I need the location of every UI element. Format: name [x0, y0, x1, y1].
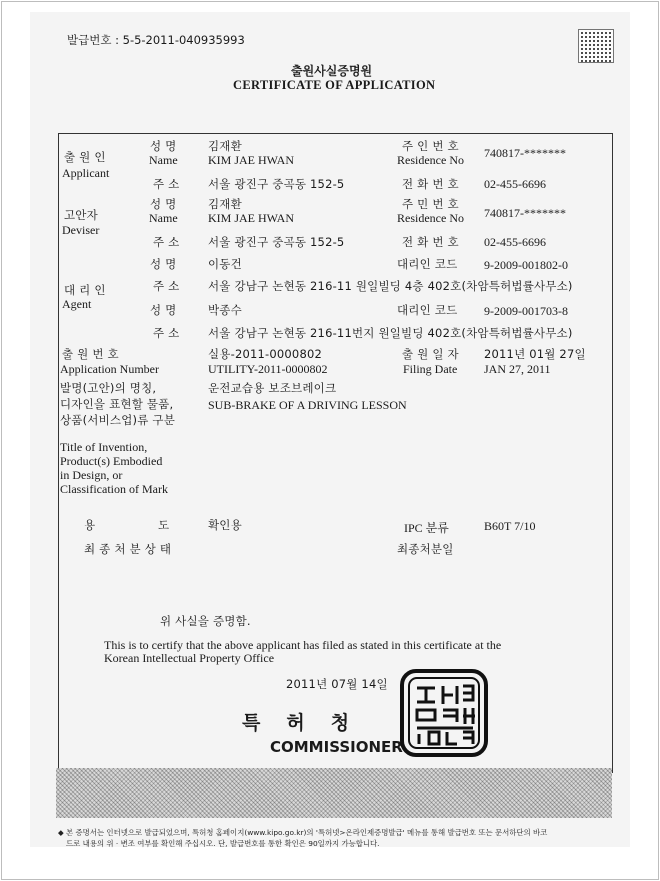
applicant-section-en: Applicant	[62, 166, 110, 180]
agent-1-name-label: 성 명	[150, 257, 177, 271]
certify-english-1: This is to certify that the above applicant has filed as stated in this certificate at the	[104, 638, 502, 652]
applicant-section-ko: 출 원 인	[64, 150, 106, 164]
agent-2-code: 9-2009-001703-8	[484, 304, 568, 318]
footer-notice-1: ◆ 본 증명서는 인터넷으로 발급되었으며, 특허청 홈페이지(www.kipo.go.kr)의 '특허넷>온라인제증명발급' 메뉴를 통해 발급번호 또는 문서하단의 바코	[58, 828, 548, 837]
application-number-label-ko: 출 원 번 호	[62, 347, 119, 361]
deviser-residence-no: 740817-*******	[484, 206, 566, 220]
usage-value: 확인용	[208, 518, 242, 532]
commissioner-english: COMMISSIONER	[270, 738, 403, 756]
invention-label-ko-3: 상품(서비스업)류 구분	[60, 413, 176, 427]
certify-english-2: Korean Intellectual Property Office	[104, 651, 275, 665]
filing-date-label-ko: 출 원 일 자	[402, 347, 459, 361]
usage-label-1: 용	[84, 518, 96, 532]
application-number-ko: 실용-2011-0000802	[208, 347, 323, 361]
final-status-label: 최 종 처 분 상 태	[84, 542, 172, 556]
security-pattern	[56, 768, 612, 818]
deviser-section-ko: 고안자	[64, 208, 98, 222]
deviser-residence-label-ko: 주 민 번 호	[402, 197, 459, 211]
agent-section-en: Agent	[62, 297, 92, 311]
applicant-residence-label-ko: 주 인 번 호	[402, 139, 459, 153]
ipc-value: B60T 7/10	[484, 519, 536, 533]
deviser-name-en: KIM JAE HWAN	[208, 211, 294, 225]
invention-label-en-4: Classification of Mark	[60, 482, 168, 496]
title-english: CERTIFICATE OF APPLICATION	[233, 78, 436, 92]
issue-date: 2011년 07월 14일	[286, 677, 388, 691]
deviser-section-en: Deviser	[62, 223, 100, 237]
invention-label-ko-1: 발명(고안)의 명칭,	[60, 381, 157, 395]
invention-label-en-3: in Design, or	[60, 468, 123, 482]
invention-label-en-2: Product(s) Embodied	[60, 454, 163, 468]
agent-1-name: 이동건	[208, 257, 242, 271]
footer-notice-2: 드로 내용의 위 · 변조 여부를 확인해 주십시오. 단, 발급번호를 통한 확인은 90일까지 가능합니다.	[66, 839, 380, 848]
agent-2-address-label: 주 소	[153, 326, 180, 340]
applicant-name-label-ko: 성 명	[150, 139, 177, 153]
application-number-label-en: Application Number	[60, 362, 159, 376]
certify-korean: 위 사실을 증명함.	[160, 614, 251, 628]
filing-date-label-en: Filing Date	[403, 362, 458, 376]
invention-label-ko-2: 디자인을 표현할 물품,	[60, 397, 174, 411]
applicant-name-en: KIM JAE HWAN	[208, 153, 294, 167]
agent-1-code-label: 대리인 코드	[397, 257, 458, 271]
deviser-name-label-en: Name	[149, 211, 178, 225]
application-number-en: UTILITY-2011-0000802	[208, 362, 328, 376]
agent-1-code: 9-2009-001802-0	[484, 258, 568, 272]
deviser-phone: 02-455-6696	[484, 235, 546, 249]
invention-label-en-1: Title of Invention,	[60, 440, 148, 454]
applicant-address-label: 주 소	[153, 177, 180, 191]
deviser-residence-label-en: Residence No	[397, 211, 464, 225]
applicant-phone: 02-455-6696	[484, 177, 546, 191]
applicant-name-label-en: Name	[149, 153, 178, 167]
agent-2-name-label: 성 명	[150, 303, 177, 317]
applicant-phone-label: 전 화 번 호	[402, 177, 459, 191]
usage-label-2: 도	[158, 518, 170, 532]
filing-date-ko: 2011년 01월 27일	[484, 347, 586, 361]
agent-2-name: 박종수	[208, 303, 242, 317]
deviser-address-label: 주 소	[153, 235, 180, 249]
agent-1-address: 서울 강남구 논현동 216-11 원일빌딩 4층 402호(차암특허법률사무소)	[208, 279, 573, 293]
ipc-label: IPC 분류	[404, 521, 449, 535]
issue-number: 발급번호 : 5-5-2011-040935993	[67, 33, 245, 47]
applicant-residence-no: 740817-*******	[484, 146, 566, 160]
invention-title-en: SUB-BRAKE OF A DRIVING LESSON	[208, 398, 407, 412]
deviser-phone-label: 전 화 번 호	[402, 235, 459, 249]
agent-section-ko: 대 리 인	[64, 283, 106, 297]
agent-2-address: 서울 강남구 논현동 216-11번지 원일빌딩 402호(차암특허법률사무소)	[208, 326, 573, 340]
applicant-name-ko: 김재환	[208, 139, 242, 153]
applicant-residence-label-en: Residence No	[397, 153, 464, 167]
final-date-label: 최종처분일	[397, 542, 454, 556]
agent-1-address-label: 주 소	[153, 279, 180, 293]
filing-date-en: JAN 27, 2011	[484, 362, 551, 376]
deviser-address: 서울 광진구 중곡동 152-5	[208, 235, 345, 249]
deviser-name-ko: 김재환	[208, 197, 242, 211]
applicant-address: 서울 광진구 중곡동 152-5	[208, 177, 345, 191]
invention-title-ko: 운전교습용 보조브레이크	[208, 381, 337, 395]
barcode-stamp	[578, 29, 614, 63]
deviser-name-label-ko: 성 명	[150, 197, 177, 211]
agent-2-code-label: 대리인 코드	[397, 303, 458, 317]
official-seal-stamp	[399, 668, 489, 758]
title-korean: 출원사실증명원	[291, 64, 373, 78]
commissioner-korean: 특허청	[242, 712, 376, 734]
